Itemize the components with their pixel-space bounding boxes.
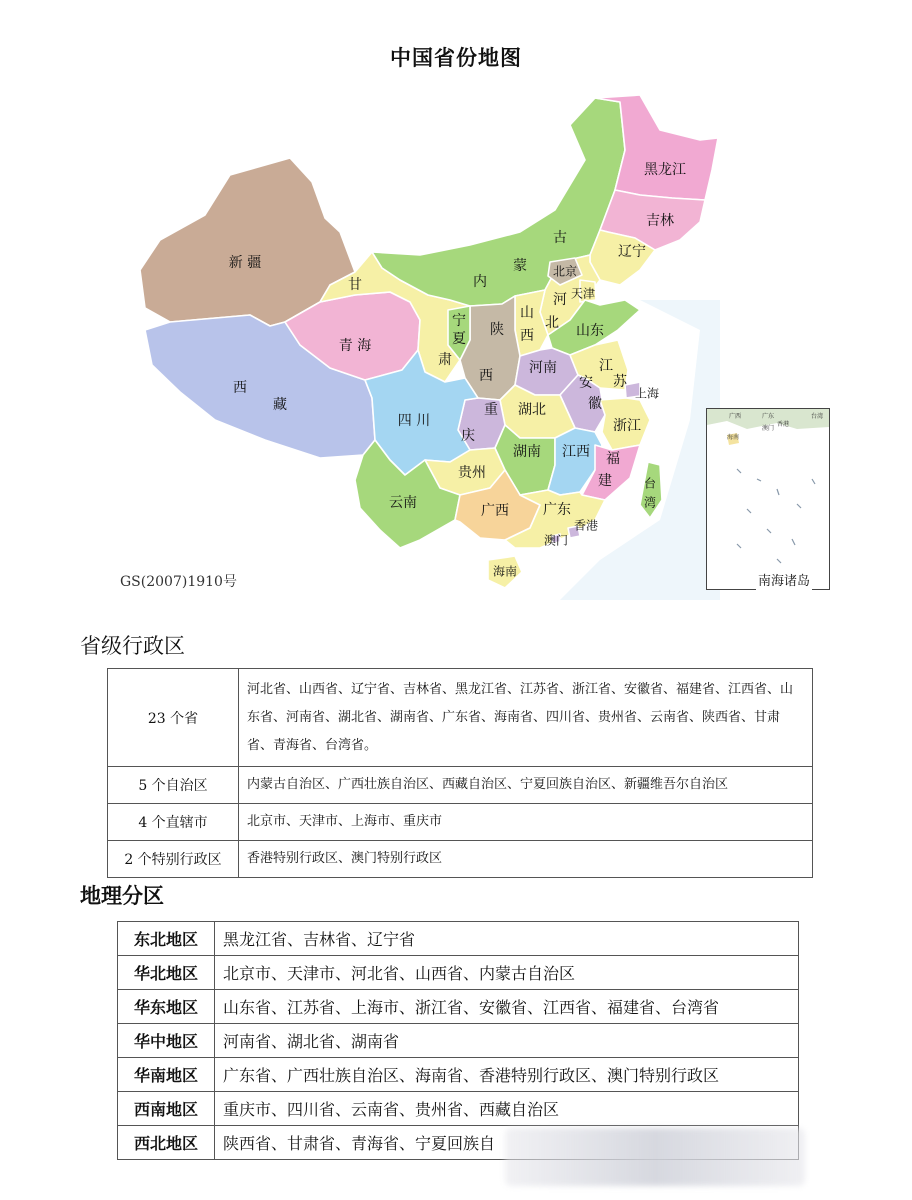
- label-hebei-1: 河: [553, 292, 567, 308]
- table-row: [108, 804, 813, 841]
- table-row: [118, 1058, 799, 1092]
- admin-category: 4 个直辖市: [108, 804, 239, 841]
- geo-region: 华南地区: [118, 1058, 215, 1092]
- label-chongqing-2: 庆: [461, 428, 475, 444]
- label-guangxi: 广西: [481, 503, 509, 519]
- inset-label: 南海诸岛: [756, 569, 812, 590]
- inset-place-guangxi: 广西: [729, 413, 742, 420]
- label-shaanxi-1: 陕: [490, 322, 504, 338]
- label-tianjin: 天津: [570, 286, 596, 301]
- label-heilongjiang: 黑龙江: [644, 162, 686, 178]
- geo-region: 西南地区: [118, 1092, 215, 1126]
- geo-region: 华中地区: [118, 1024, 215, 1058]
- label-xizang-2: 藏: [273, 397, 287, 413]
- label-yunnan: 云南: [389, 495, 417, 511]
- label-jilin: 吉林: [646, 213, 674, 229]
- label-sichuan: 四 川: [397, 413, 431, 429]
- label-fujian-1: 福: [606, 451, 620, 467]
- geo-table: [117, 921, 799, 1160]
- label-guangdong: 广东: [543, 502, 571, 518]
- label-anhui-2: 徽: [588, 396, 602, 412]
- geo-heading: 地理分区: [80, 884, 164, 908]
- inset-islands: [737, 469, 815, 563]
- label-beijing: 北京: [552, 264, 578, 279]
- label-shandong: 山东: [576, 323, 604, 339]
- label-anhui-1: 安: [579, 375, 593, 391]
- label-jiangsu-2: 苏: [613, 374, 627, 390]
- label-xizang-1: 西: [233, 380, 247, 396]
- geo-region: 华北地区: [118, 956, 215, 990]
- label-xinjiang: 新 疆: [228, 255, 262, 271]
- admin-items: 北京市、天津市、上海市、重庆市: [239, 804, 813, 841]
- geo-items: 山东省、江苏省、上海市、浙江省、安徽省、江西省、福建省、台湾省: [215, 990, 799, 1024]
- geo-items: 广东省、广西壮族自治区、海南省、香港特别行政区、澳门特别行政区: [215, 1058, 799, 1092]
- geo-items: 重庆市、四川省、云南省、贵州省、西藏自治区: [215, 1092, 799, 1126]
- inset-place-macau: 澳门: [762, 425, 775, 432]
- label-neimenggu-2: 蒙: [513, 258, 527, 274]
- inset-place-guangdong: 广东: [762, 413, 775, 420]
- label-jiangsu-1: 江: [599, 358, 613, 374]
- table-row: [118, 1092, 799, 1126]
- admin-items: 内蒙古自治区、广西壮族自治区、西藏自治区、宁夏回族自治区、新疆维吾尔自治区: [239, 767, 813, 804]
- label-hunan: 湖南: [513, 444, 541, 460]
- geo-region: 东北地区: [118, 922, 215, 956]
- label-shanghai: 上海: [634, 386, 660, 401]
- label-qinghai: 青 海: [338, 338, 372, 354]
- label-neimenggu-3: 古: [553, 230, 567, 246]
- label-henan: 河南: [529, 360, 557, 376]
- table-row: [118, 1024, 799, 1058]
- south-china-sea-inset: [706, 408, 830, 590]
- geo-items: 北京市、天津市、河北省、山西省、内蒙古自治区: [215, 956, 799, 990]
- label-guizhou: 贵州: [458, 465, 486, 481]
- geo-items: 黑龙江省、吉林省、辽宁省: [215, 922, 799, 956]
- label-shanxi-1: 山: [520, 305, 534, 321]
- inset-map: [707, 409, 829, 589]
- map-review-code: GS(2007)1910号: [120, 574, 237, 590]
- label-liaoning: 辽宁: [618, 244, 646, 260]
- admin-items: 香港特别行政区、澳门特别行政区: [239, 841, 813, 878]
- table-row: [108, 841, 813, 878]
- table-row: [118, 922, 799, 956]
- label-taiwan-2: 湾: [643, 495, 657, 510]
- table-row: [108, 669, 813, 767]
- page-title: 中国省份地图: [390, 46, 522, 70]
- inset-place-hainan: 海南: [727, 434, 740, 441]
- geo-region: 西北地区: [118, 1126, 215, 1160]
- label-jiangxi: 江西: [562, 444, 590, 460]
- inset-place-hongkong: 香港: [777, 421, 790, 428]
- admin-items: 河北省、山西省、辽宁省、吉林省、黑龙江省、江苏省、浙江省、安徽省、福建省、江西省、山东省、河南省、湖北省、湖南省、广东省、海南省、四川省、贵州省、云南省、陕西省、甘肃省、青海省、台湾省。: [239, 669, 813, 767]
- admin-table: [107, 668, 813, 878]
- label-gansu-2: 肃: [438, 352, 452, 368]
- label-hubei: 湖北: [518, 402, 546, 418]
- geo-items: 陕西省、甘肃省、青海省、宁夏回族自: [215, 1126, 799, 1160]
- label-chongqing-1: 重: [484, 402, 498, 418]
- table-row: [108, 767, 813, 804]
- label-shaanxi-2: 西: [479, 368, 493, 384]
- label-macau: 澳门: [543, 533, 569, 548]
- label-hongkong: 香港: [573, 518, 599, 533]
- admin-category: 23 个省: [108, 669, 239, 767]
- admin-category: 2 个特别行政区: [108, 841, 239, 878]
- geo-region: 华东地区: [118, 990, 215, 1024]
- label-hebei-2: 北: [545, 315, 559, 331]
- table-row: [118, 990, 799, 1024]
- label-fujian-2: 建: [598, 473, 612, 489]
- label-neimenggu-1: 内: [473, 274, 487, 290]
- label-zhejiang: 浙江: [613, 418, 641, 434]
- province-shanxi[interactable]: [515, 290, 548, 356]
- label-ningxia-1: 宁: [452, 313, 466, 329]
- label-taiwan-1: 台: [643, 476, 657, 491]
- admin-category: 5 个自治区: [108, 767, 239, 804]
- inset-place-taiwan: 台湾: [811, 413, 824, 420]
- geo-items: 河南省、湖北省、湖南省: [215, 1024, 799, 1058]
- label-ningxia-2: 夏: [452, 331, 466, 347]
- blurred-watermark: [505, 1128, 805, 1186]
- label-shanxi-2: 西: [520, 328, 534, 344]
- label-gansu-1: 甘: [348, 277, 362, 293]
- label-hainan: 海南: [492, 564, 518, 579]
- table-row: [118, 956, 799, 990]
- admin-heading: 省级行政区: [80, 634, 185, 658]
